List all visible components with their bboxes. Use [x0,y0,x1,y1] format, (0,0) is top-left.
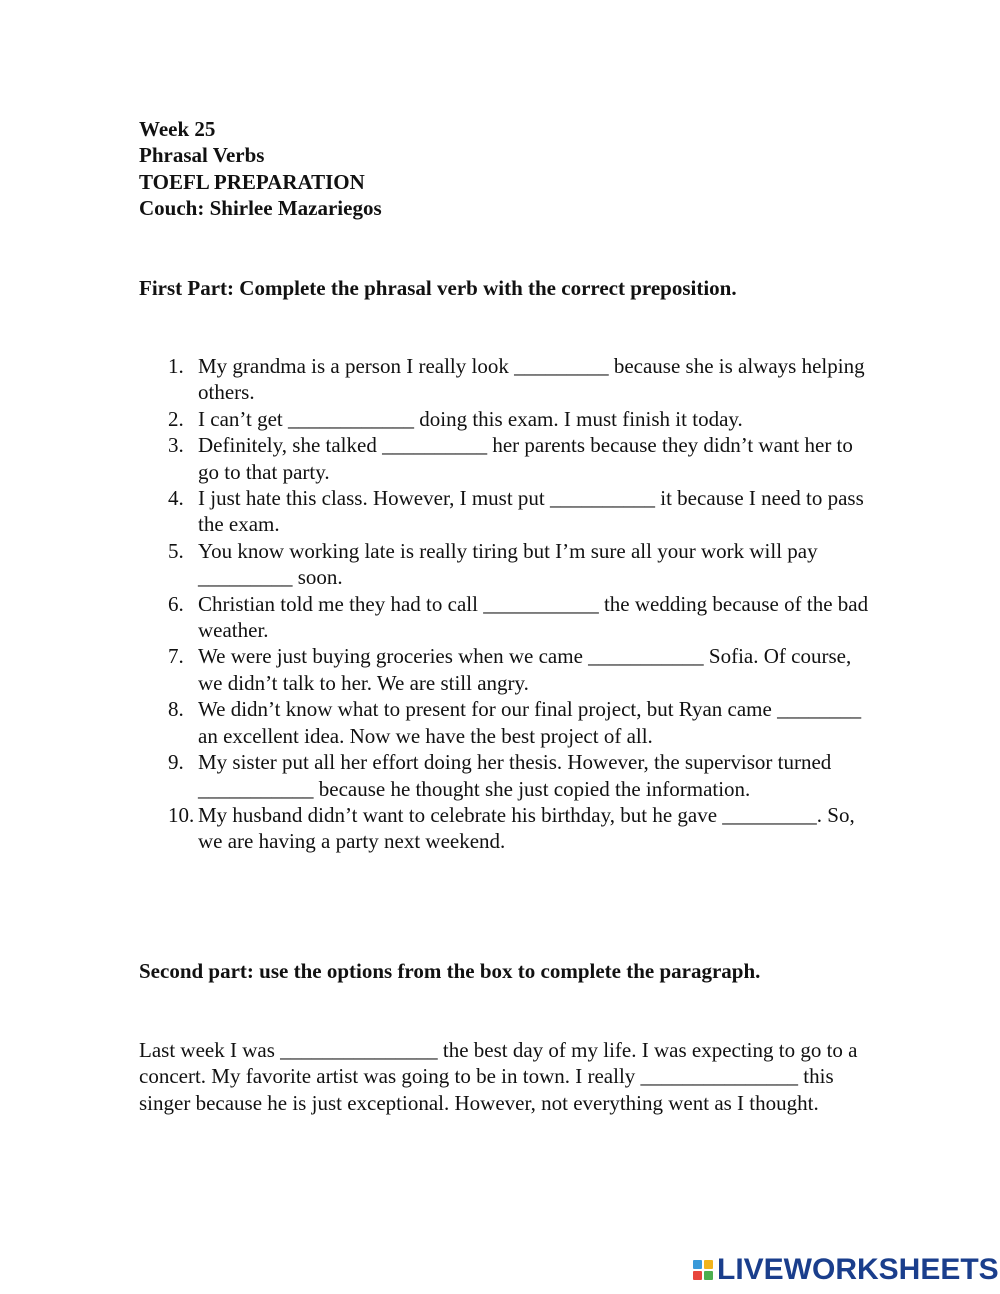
question-text: I can’t get ____________ doing this exam. I must finish it today. [198,406,743,431]
question-number: 8. [168,697,184,722]
logo-square-green [704,1271,713,1280]
question-number: 10. [168,802,195,827]
course-label: TOEFL PREPARATION [139,169,365,194]
logo-square-red [693,1271,702,1280]
question-text: Definitely, she talked __________ her parents because they didn’t want her to go to that party. [198,433,853,484]
question-item [139,485,869,538]
part2-title: Second part: use the options from the box to complete the paragraph. [139,959,761,983]
worksheet-header [139,116,382,222]
question-item [139,406,869,432]
logo-square-blue [693,1260,702,1269]
question-text: We were just buying groceries when we came ___________ Sofia. Of course, we didn’t talk to her. We are still angry. [198,644,852,695]
question-text: I just hate this class. However, I must put __________ it because I need to pass the exam. [198,486,864,537]
question-number: 2. [168,406,184,431]
question-number: 9. [168,750,184,775]
question-number: 5. [168,538,184,563]
question-text: My grandma is a person I really look _________ because she is always helping others. [198,354,865,405]
question-item [139,538,869,591]
question-item [139,802,869,855]
logo-square-yellow [704,1260,713,1269]
question-item [139,353,869,406]
question-text: We didn’t know what to present for our final project, but Ryan came ________ an excellent idea. Now we have the best project of all. [198,697,862,748]
question-item [139,591,869,644]
part2-paragraph: Last week I was _______________ the best day of my life. I was expecting to go to a concert. My favorite artist was going to be in town. I really _______________ this singer because he is just exceptional. However, not everything went as I thought. [139,1038,858,1115]
question-number: 6. [168,591,184,616]
question-number: 4. [168,486,184,511]
question-number: 1. [168,354,184,378]
question-text: Christian told me they had to call ___________ the wedding because of the bad weather. [198,591,869,643]
question-item [139,696,869,749]
liveworksheets-logo [693,1255,999,1285]
liveworksheets-logo-icon [693,1260,713,1280]
question-text: My husband didn’t want to celebrate his birthday, but he gave _________. So, we are having a party next weekend. [198,802,855,854]
question-text: You know working late is really tiring but I’m sure all your work will pay _________ soon. [198,538,818,590]
question-number: 3. [168,433,184,458]
question-text: My sister put all her effort doing her thesis. However, the supervisor turned ___________ because he thought she just copied the information. [198,750,832,801]
question-list [139,353,869,855]
coach-label: Couch: Shirlee Mazariegos [139,196,382,221]
question-item [139,643,869,696]
part1-title: First Part: Complete the phrasal verb with the correct preposition. [139,276,737,300]
topic-label: Phrasal Verbs [139,143,265,168]
question-item [139,749,869,802]
question-item [139,432,869,485]
week-label: Week 25 [139,117,216,141]
logo-text: LIVEWORKSHEETS [717,1253,999,1286]
question-number: 7. [168,644,184,669]
